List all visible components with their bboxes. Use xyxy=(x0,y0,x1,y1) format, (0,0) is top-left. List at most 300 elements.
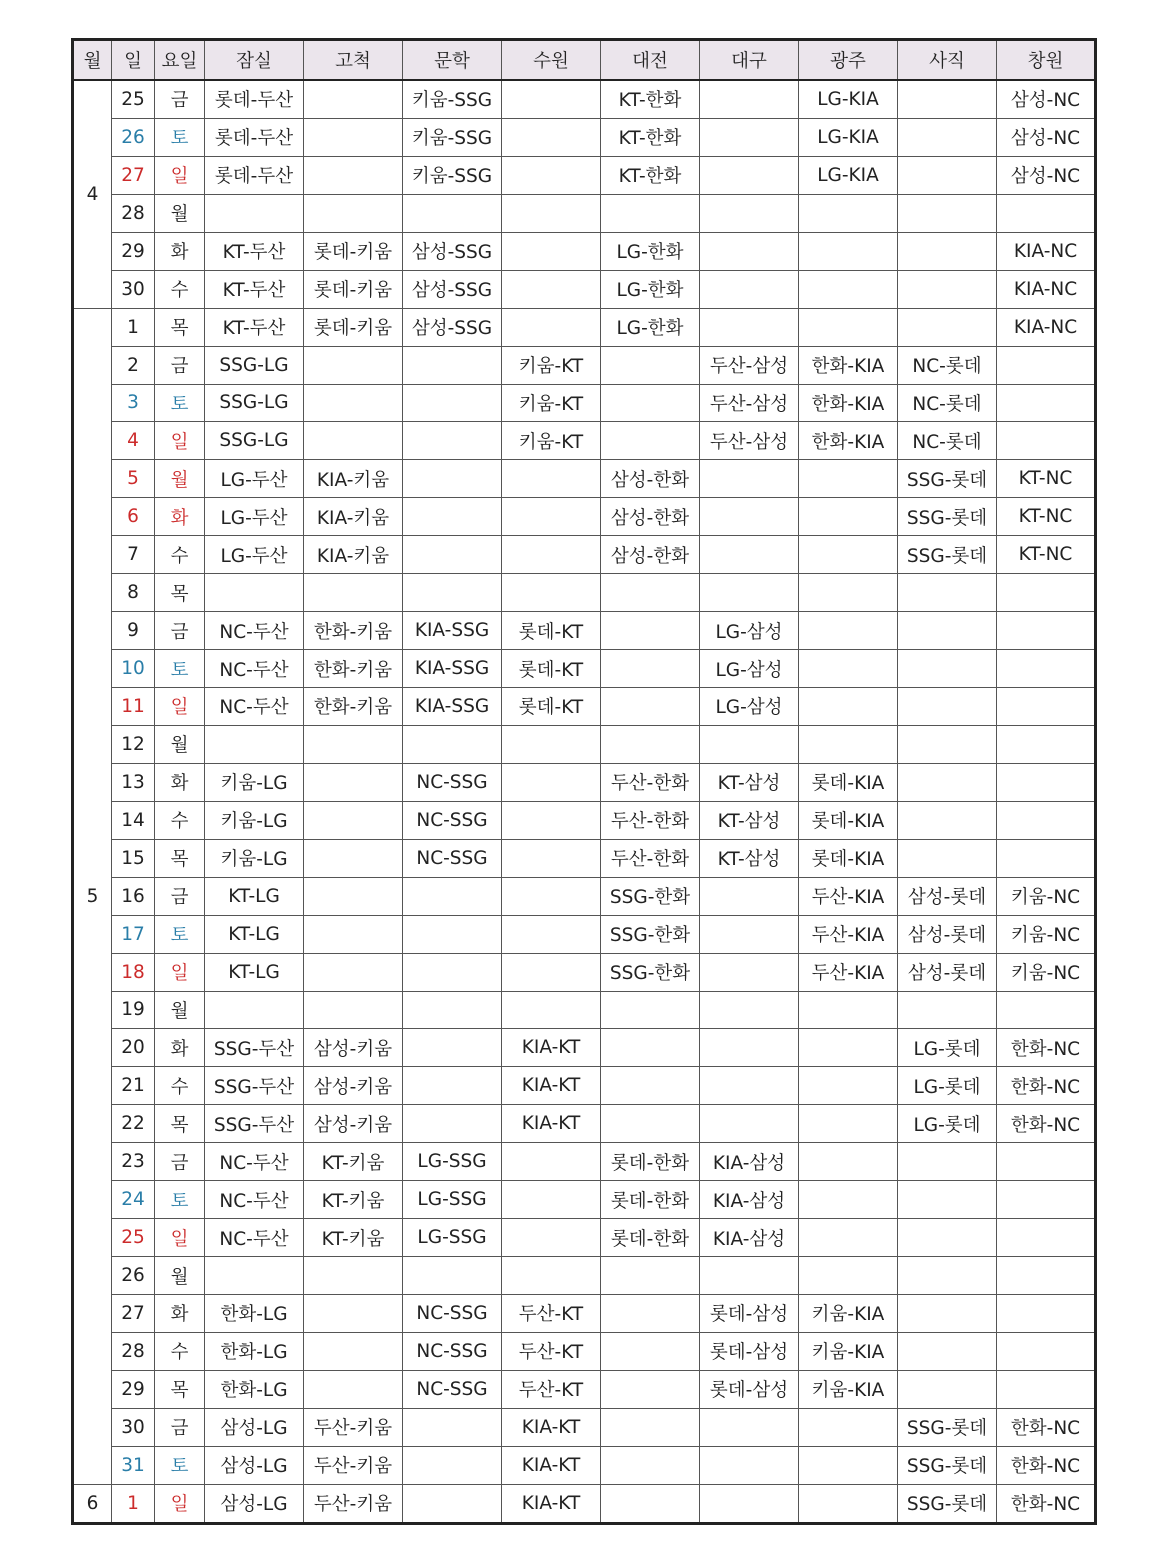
game-cell: KT-두산 xyxy=(205,308,304,346)
game-cell xyxy=(997,422,1096,460)
game-cell xyxy=(502,1181,601,1219)
game-cell xyxy=(601,1257,700,1295)
header-stadium-gwangju: 광주 xyxy=(799,40,898,81)
game-cell: NC-SSG xyxy=(403,801,502,839)
game-cell xyxy=(997,688,1096,726)
table-row xyxy=(73,763,1096,801)
weekday-cell: 월 xyxy=(155,460,205,498)
game-cell xyxy=(502,460,601,498)
game-cell xyxy=(304,384,403,422)
day-cell: 16 xyxy=(112,877,155,915)
game-cell: 키움-NC xyxy=(997,877,1096,915)
game-cell xyxy=(205,194,304,232)
game-cell: KIA-KT xyxy=(502,1484,601,1523)
table-row xyxy=(73,80,1096,118)
table-row xyxy=(73,612,1096,650)
game-cell xyxy=(997,1257,1096,1295)
weekday-cell: 일 xyxy=(155,422,205,460)
game-cell xyxy=(403,1484,502,1523)
game-cell: 한화-키움 xyxy=(304,688,403,726)
game-cell: LG-롯데 xyxy=(898,1105,997,1143)
game-cell: 두산-한화 xyxy=(601,763,700,801)
day-cell: 3 xyxy=(112,384,155,422)
header-stadium-changwon: 창원 xyxy=(997,40,1096,81)
game-cell xyxy=(403,953,502,991)
game-cell: KIA-삼성 xyxy=(700,1143,799,1181)
table-row xyxy=(73,308,1096,346)
game-cell xyxy=(205,725,304,763)
game-cell: SSG-롯데 xyxy=(898,460,997,498)
game-cell xyxy=(601,1446,700,1484)
game-cell xyxy=(997,839,1096,877)
game-cell xyxy=(601,1295,700,1333)
header-stadium-daejeon: 대전 xyxy=(601,40,700,81)
game-cell: 삼성-키움 xyxy=(304,1029,403,1067)
game-cell: KIA-NC xyxy=(997,270,1096,308)
game-cell xyxy=(997,1181,1096,1219)
game-cell: KIA-NC xyxy=(997,232,1096,270)
header-stadium-suwon: 수원 xyxy=(502,40,601,81)
game-cell xyxy=(700,991,799,1029)
game-cell xyxy=(304,156,403,194)
table-row xyxy=(73,194,1096,232)
game-cell xyxy=(304,877,403,915)
game-cell: KT-LG xyxy=(205,877,304,915)
game-cell: SSG-롯데 xyxy=(898,498,997,536)
game-cell xyxy=(304,915,403,953)
game-cell: NC-롯데 xyxy=(898,346,997,384)
table-row xyxy=(73,1029,1096,1067)
game-cell xyxy=(799,1029,898,1067)
day-cell: 4 xyxy=(112,422,155,460)
weekday-cell: 일 xyxy=(155,1484,205,1523)
game-cell xyxy=(997,1295,1096,1333)
header-stadium-gocheok: 고척 xyxy=(304,40,403,81)
weekday-cell: 월 xyxy=(155,991,205,1029)
weekday-cell: 수 xyxy=(155,536,205,574)
game-cell xyxy=(502,801,601,839)
game-cell xyxy=(700,194,799,232)
game-cell: NC-SSG xyxy=(403,1332,502,1370)
game-cell: KT-두산 xyxy=(205,232,304,270)
game-cell: 키움-KT xyxy=(502,384,601,422)
table-row xyxy=(73,688,1096,726)
game-cell xyxy=(502,118,601,156)
game-cell xyxy=(799,991,898,1029)
game-cell xyxy=(898,118,997,156)
game-cell: 한화-NC xyxy=(997,1029,1096,1067)
day-cell: 27 xyxy=(112,156,155,194)
game-cell: 삼성-한화 xyxy=(601,460,700,498)
weekday-cell: 화 xyxy=(155,498,205,536)
game-cell: 삼성-LG xyxy=(205,1408,304,1446)
table-row xyxy=(73,1143,1096,1181)
game-cell xyxy=(997,991,1096,1029)
day-cell: 1 xyxy=(112,1484,155,1523)
table-row xyxy=(73,536,1096,574)
game-cell: 롯데-두산 xyxy=(205,80,304,118)
game-cell xyxy=(205,574,304,612)
game-cell xyxy=(502,194,601,232)
game-cell: NC-롯데 xyxy=(898,384,997,422)
game-cell xyxy=(898,80,997,118)
game-cell: 키움-NC xyxy=(997,915,1096,953)
table-row xyxy=(73,839,1096,877)
game-cell: SSG-롯데 xyxy=(898,1408,997,1446)
game-cell: KIA-SSG xyxy=(403,650,502,688)
game-cell xyxy=(898,839,997,877)
header-row xyxy=(73,40,1096,81)
game-cell: 삼성-LG xyxy=(205,1484,304,1523)
game-cell: LG-SSG xyxy=(403,1219,502,1257)
table-row xyxy=(73,1446,1096,1484)
game-cell xyxy=(700,1105,799,1143)
game-cell xyxy=(700,80,799,118)
game-cell xyxy=(304,991,403,1029)
weekday-cell: 수 xyxy=(155,801,205,839)
weekday-cell: 화 xyxy=(155,232,205,270)
game-cell xyxy=(997,1370,1096,1408)
weekday-cell: 금 xyxy=(155,346,205,384)
game-cell xyxy=(700,915,799,953)
day-cell: 25 xyxy=(112,1219,155,1257)
table-row xyxy=(73,232,1096,270)
game-cell: LG-삼성 xyxy=(700,688,799,726)
day-cell: 24 xyxy=(112,1181,155,1219)
table-row xyxy=(73,384,1096,422)
weekday-cell: 목 xyxy=(155,1105,205,1143)
weekday-cell: 토 xyxy=(155,118,205,156)
game-cell: SSG-두산 xyxy=(205,1067,304,1105)
game-cell: LG-두산 xyxy=(205,536,304,574)
game-cell: 롯데-삼성 xyxy=(700,1332,799,1370)
game-cell: 롯데-KIA xyxy=(799,763,898,801)
game-cell xyxy=(403,915,502,953)
game-cell xyxy=(502,991,601,1029)
day-cell: 28 xyxy=(112,1332,155,1370)
weekday-cell: 수 xyxy=(155,270,205,308)
game-cell: 한화-KIA xyxy=(799,422,898,460)
day-cell: 10 xyxy=(112,650,155,688)
game-cell xyxy=(502,308,601,346)
header-stadium-sajik: 사직 xyxy=(898,40,997,81)
game-cell: KIA-키움 xyxy=(304,498,403,536)
table-row xyxy=(73,1484,1096,1523)
game-cell: KIA-KT xyxy=(502,1029,601,1067)
game-cell: 한화-NC xyxy=(997,1484,1096,1523)
game-cell: 키움-LG xyxy=(205,839,304,877)
game-cell: 두산-KT xyxy=(502,1295,601,1333)
game-cell: KT-키움 xyxy=(304,1143,403,1181)
game-cell xyxy=(799,574,898,612)
game-cell: 롯데-KT xyxy=(502,650,601,688)
game-cell xyxy=(700,725,799,763)
game-cell xyxy=(799,688,898,726)
game-cell: 두산-키움 xyxy=(304,1446,403,1484)
game-cell xyxy=(898,688,997,726)
game-cell xyxy=(601,194,700,232)
game-cell xyxy=(799,1446,898,1484)
day-cell: 22 xyxy=(112,1105,155,1143)
header-stadium-daegu: 대구 xyxy=(700,40,799,81)
game-cell xyxy=(304,725,403,763)
game-cell: NC-두산 xyxy=(205,1181,304,1219)
game-cell: 두산-삼성 xyxy=(700,346,799,384)
game-cell: 한화-LG xyxy=(205,1332,304,1370)
game-cell: 키움-KT xyxy=(502,346,601,384)
game-cell: 삼성-한화 xyxy=(601,498,700,536)
game-cell: LG-삼성 xyxy=(700,612,799,650)
game-cell xyxy=(601,574,700,612)
game-cell xyxy=(799,270,898,308)
game-cell: 키움-LG xyxy=(205,763,304,801)
game-cell: SSG-LG xyxy=(205,384,304,422)
game-cell xyxy=(403,877,502,915)
game-cell: KT-삼성 xyxy=(700,763,799,801)
day-cell: 14 xyxy=(112,801,155,839)
weekday-cell: 토 xyxy=(155,1181,205,1219)
game-cell: 두산-KT xyxy=(502,1332,601,1370)
game-cell xyxy=(502,498,601,536)
game-cell xyxy=(898,763,997,801)
day-cell: 13 xyxy=(112,763,155,801)
game-cell xyxy=(403,574,502,612)
game-cell: 롯데-두산 xyxy=(205,156,304,194)
game-cell xyxy=(898,1219,997,1257)
game-cell: 한화-키움 xyxy=(304,650,403,688)
game-cell: NC-롯데 xyxy=(898,422,997,460)
game-cell xyxy=(700,536,799,574)
game-cell: 한화-LG xyxy=(205,1295,304,1333)
game-cell xyxy=(502,915,601,953)
game-cell: 키움-SSG xyxy=(403,118,502,156)
game-cell: KT-키움 xyxy=(304,1219,403,1257)
game-cell: NC-두산 xyxy=(205,688,304,726)
game-cell: 한화-KIA xyxy=(799,384,898,422)
game-cell: KT-삼성 xyxy=(700,839,799,877)
game-cell: NC-두산 xyxy=(205,1143,304,1181)
game-cell xyxy=(601,1484,700,1523)
game-cell: KT-두산 xyxy=(205,270,304,308)
weekday-cell: 토 xyxy=(155,650,205,688)
game-cell xyxy=(799,460,898,498)
day-cell: 6 xyxy=(112,498,155,536)
game-cell xyxy=(502,839,601,877)
game-cell xyxy=(997,346,1096,384)
game-cell: KIA-KT xyxy=(502,1067,601,1105)
day-cell: 20 xyxy=(112,1029,155,1067)
game-cell xyxy=(601,1105,700,1143)
month-cell: 4 xyxy=(73,80,112,308)
game-cell: 롯데-KT xyxy=(502,688,601,726)
day-cell: 30 xyxy=(112,1408,155,1446)
game-cell xyxy=(304,422,403,460)
game-cell xyxy=(502,1143,601,1181)
game-cell xyxy=(799,536,898,574)
weekday-cell: 금 xyxy=(155,877,205,915)
game-cell: LG-KIA xyxy=(799,80,898,118)
table-row xyxy=(73,1332,1096,1370)
game-cell: LG-삼성 xyxy=(700,650,799,688)
game-cell xyxy=(898,801,997,839)
game-cell xyxy=(304,763,403,801)
game-cell xyxy=(898,1332,997,1370)
day-cell: 19 xyxy=(112,991,155,1029)
game-cell xyxy=(997,384,1096,422)
game-cell: 롯데-삼성 xyxy=(700,1370,799,1408)
game-cell xyxy=(304,801,403,839)
game-cell: 한화-LG xyxy=(205,1370,304,1408)
schedule-body xyxy=(73,80,1096,1523)
game-cell: 롯데-한화 xyxy=(601,1143,700,1181)
game-cell: NC-두산 xyxy=(205,1219,304,1257)
game-cell xyxy=(601,346,700,384)
day-cell: 7 xyxy=(112,536,155,574)
day-cell: 27 xyxy=(112,1295,155,1333)
game-cell xyxy=(898,1370,997,1408)
game-cell xyxy=(403,536,502,574)
game-cell xyxy=(403,498,502,536)
game-cell: NC-SSG xyxy=(403,763,502,801)
game-cell: 두산-KIA xyxy=(799,953,898,991)
game-cell xyxy=(997,574,1096,612)
game-cell xyxy=(403,194,502,232)
game-cell: KT-키움 xyxy=(304,1181,403,1219)
weekday-cell: 일 xyxy=(155,1219,205,1257)
game-cell xyxy=(898,725,997,763)
day-cell: 9 xyxy=(112,612,155,650)
game-cell xyxy=(601,725,700,763)
game-cell xyxy=(700,118,799,156)
game-cell xyxy=(997,763,1096,801)
table-row xyxy=(73,650,1096,688)
weekday-cell: 월 xyxy=(155,1257,205,1295)
game-cell: 롯데-키움 xyxy=(304,232,403,270)
game-cell xyxy=(502,877,601,915)
game-cell: 삼성-키움 xyxy=(304,1067,403,1105)
game-cell: KT-LG xyxy=(205,953,304,991)
header-stadium-munhak: 문학 xyxy=(403,40,502,81)
table-row xyxy=(73,1257,1096,1295)
game-cell: NC-SSG xyxy=(403,1295,502,1333)
game-cell xyxy=(898,308,997,346)
game-cell: KIA-KT xyxy=(502,1105,601,1143)
game-cell xyxy=(403,1257,502,1295)
game-cell: LG-한화 xyxy=(601,232,700,270)
game-cell xyxy=(304,1332,403,1370)
game-cell xyxy=(403,725,502,763)
game-cell xyxy=(898,232,997,270)
game-cell xyxy=(205,991,304,1029)
game-cell: NC-두산 xyxy=(205,650,304,688)
game-cell: 키움-NC xyxy=(997,953,1096,991)
game-cell xyxy=(601,612,700,650)
game-cell: 롯데-키움 xyxy=(304,270,403,308)
weekday-cell: 수 xyxy=(155,1067,205,1105)
game-cell xyxy=(898,1143,997,1181)
game-cell xyxy=(997,725,1096,763)
game-cell xyxy=(700,156,799,194)
game-cell: SSG-한화 xyxy=(601,877,700,915)
weekday-cell: 목 xyxy=(155,839,205,877)
weekday-cell: 목 xyxy=(155,574,205,612)
game-cell xyxy=(799,1408,898,1446)
weekday-cell: 토 xyxy=(155,1446,205,1484)
game-cell: 삼성-롯데 xyxy=(898,877,997,915)
game-cell xyxy=(403,1105,502,1143)
table-row xyxy=(73,118,1096,156)
schedule-table xyxy=(71,38,1097,1525)
game-cell: SSG-LG xyxy=(205,422,304,460)
table-row xyxy=(73,498,1096,536)
table-row xyxy=(73,270,1096,308)
table-row xyxy=(73,422,1096,460)
game-cell xyxy=(700,877,799,915)
game-cell: 롯데-KT xyxy=(502,612,601,650)
table-row xyxy=(73,1181,1096,1219)
game-cell xyxy=(799,1219,898,1257)
game-cell: 롯데-두산 xyxy=(205,118,304,156)
table-row xyxy=(73,953,1096,991)
game-cell xyxy=(601,1408,700,1446)
game-cell: 두산-삼성 xyxy=(700,384,799,422)
game-cell xyxy=(898,612,997,650)
game-cell: 삼성-NC xyxy=(997,80,1096,118)
game-cell xyxy=(403,422,502,460)
game-cell: 삼성-한화 xyxy=(601,536,700,574)
game-cell xyxy=(502,763,601,801)
weekday-cell: 일 xyxy=(155,688,205,726)
day-cell: 30 xyxy=(112,270,155,308)
game-cell xyxy=(997,1332,1096,1370)
game-cell xyxy=(700,498,799,536)
game-cell xyxy=(502,536,601,574)
game-cell xyxy=(601,1067,700,1105)
weekday-cell: 일 xyxy=(155,156,205,194)
weekday-cell: 일 xyxy=(155,953,205,991)
weekday-cell: 금 xyxy=(155,80,205,118)
table-row xyxy=(73,1370,1096,1408)
game-cell: NC-SSG xyxy=(403,1370,502,1408)
day-cell: 12 xyxy=(112,725,155,763)
game-cell xyxy=(997,1143,1096,1181)
game-cell: 삼성-키움 xyxy=(304,1105,403,1143)
weekday-cell: 목 xyxy=(155,1370,205,1408)
game-cell xyxy=(997,1219,1096,1257)
game-cell: 키움-SSG xyxy=(403,80,502,118)
game-cell: 삼성-NC xyxy=(997,118,1096,156)
game-cell: 롯데-KIA xyxy=(799,839,898,877)
game-cell xyxy=(700,1029,799,1067)
table-row xyxy=(73,574,1096,612)
game-cell xyxy=(502,574,601,612)
game-cell xyxy=(898,574,997,612)
day-cell: 18 xyxy=(112,953,155,991)
game-cell xyxy=(403,1067,502,1105)
game-cell: 한화-NC xyxy=(997,1067,1096,1105)
game-cell: SSG-LG xyxy=(205,346,304,384)
game-cell: NC-SSG xyxy=(403,839,502,877)
game-cell: 키움-SSG xyxy=(403,156,502,194)
game-cell xyxy=(700,1446,799,1484)
game-cell: NC-두산 xyxy=(205,612,304,650)
game-cell: KIA-키움 xyxy=(304,536,403,574)
weekday-cell: 목 xyxy=(155,308,205,346)
game-cell xyxy=(601,650,700,688)
game-cell: KIA-SSG xyxy=(403,612,502,650)
weekday-cell: 금 xyxy=(155,1143,205,1181)
game-cell: SSG-한화 xyxy=(601,915,700,953)
